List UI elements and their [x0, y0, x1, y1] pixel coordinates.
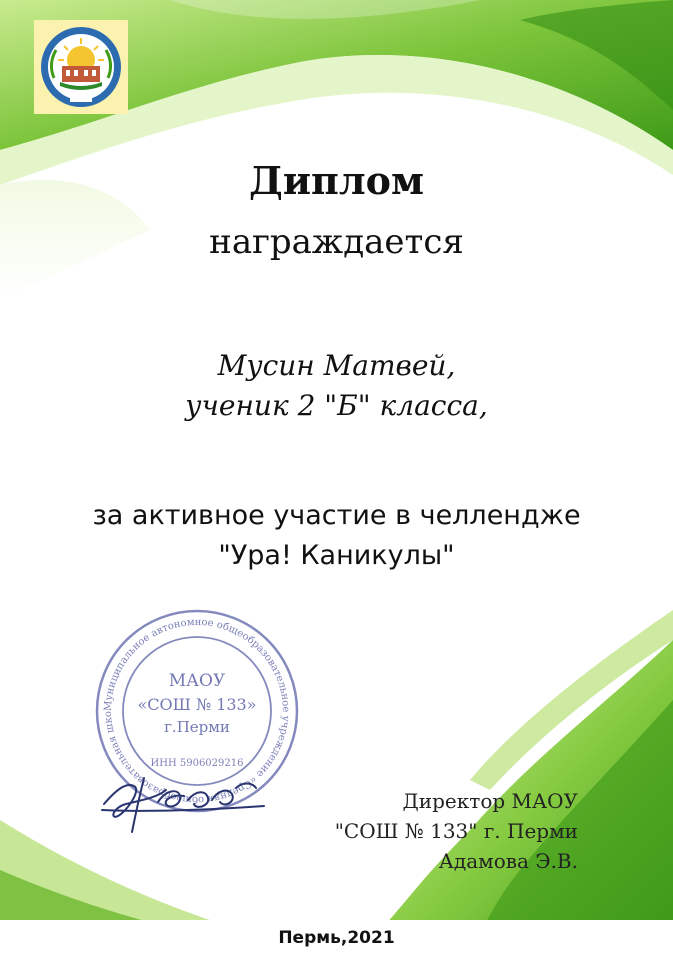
- diploma-title: Диплом: [249, 158, 424, 203]
- diploma-subtitle: награждается: [209, 222, 464, 262]
- signatory-organization: "СОШ № 133" г. Перми: [334, 819, 578, 843]
- award-reason: [0, 496, 673, 576]
- seal-line2: «СОШ № 133»: [137, 695, 257, 714]
- recipient-class: ученик 2 "Б" класса,: [185, 389, 488, 422]
- award-reason-line2: "Ура! Каникулы": [218, 540, 455, 571]
- signatory-block: [280, 786, 578, 876]
- handwritten-signature-icon: [96, 760, 271, 840]
- recipient-name: Мусин Матвей,: [217, 349, 456, 382]
- seal-outer-text: Муниципальное автономное общеобразовательное учреждение «Средняя общеобразовательная шко: [102, 616, 292, 806]
- place-and-year: Пермь,2021: [278, 928, 395, 948]
- school-emblem-icon: [34, 20, 128, 114]
- recipient-block: [0, 346, 673, 426]
- signatory-name: Адамова Э.В.: [438, 849, 578, 873]
- seal-line3: г.Перми: [164, 718, 230, 736]
- signatory-position: Директор МАОУ: [402, 789, 578, 813]
- seal-inn: ИНН 5906029216: [150, 758, 244, 769]
- seal-line1: МАОУ: [168, 671, 226, 691]
- award-reason-line1: за активное участие в челлендже: [92, 500, 581, 531]
